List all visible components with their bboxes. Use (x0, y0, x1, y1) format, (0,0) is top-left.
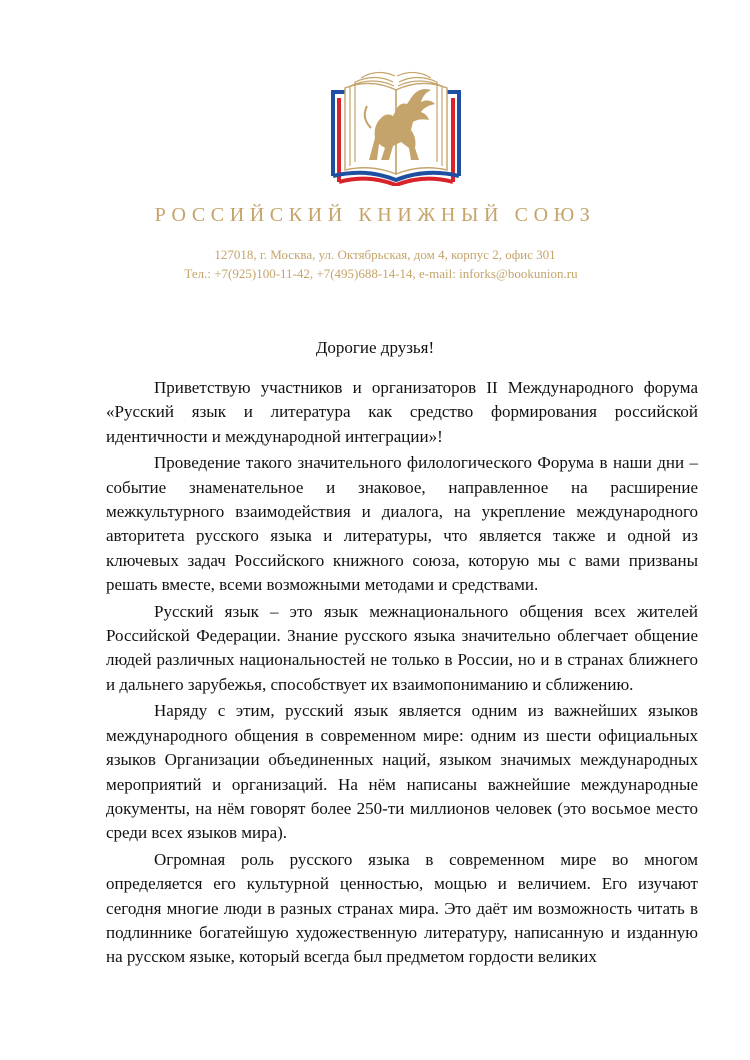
book-union-logo (331, 68, 461, 186)
paragraph: Русский язык – это язык межнационального общения всех жителей Российской Федерации. Знание русского языка значительно облегчает общение людей различных национальностей не только в России, но и в странах ближнего и дальнего зарубежья, способствует их взаимопониманию и сближению. (106, 601, 698, 694)
letter-body (106, 376, 698, 972)
organization-name: РОССИЙСКИЙ КНИЖНЫЙ СОЮЗ (154, 204, 596, 226)
paragraph: Приветствую участников и организаторов II Международного форума «Русский язык и литература как средство формирования российской идентичности и международной интеграции»! (106, 378, 698, 446)
paragraph: Огромная роль русского языка в современном мире во многом определяется его культурной ценностью, мощью и величием. Его изучают сегодня многие люди в разных странах мира. Это даёт им возможность читать в подлиннике богатейшую художественную литературу, написанную и изданную на русском языке, который всегда был предметом гордости великих (106, 849, 698, 967)
letter-greeting: Дорогие друзья! (315, 338, 435, 357)
organization-address: 127018, г. Москва, ул. Октябрьская, дом 4, корпус 2, офис 301 (214, 247, 556, 262)
paragraph: Наряду с этим, русский язык является одним из важнейших языков международного общения в современном мире: одним из шести официальных языков Организации объединенных наций, языком значимых международных мероприятий и организаций. На нём написаны важнейшие международные документы, на нём говорят более 250-ти миллионов человек (это восьмое место среди всех языков мира). (106, 701, 698, 843)
paragraph: Проведение такого значительного филологического Форума в наши дни – событие знаменательное и знаковое, направленное на расширение межкультурного взаимодействия и диалога, на укрепление международного авторитета русского языка и литературы, что является также и одной из ключевых задач Российского книжного союза, которую мы с вами призваны решать вместе, всеми возможными методами и средствами. (106, 453, 698, 595)
organization-contacts: Тел.: +7(925)100-11-42, +7(495)688-14-14, e-mail: inforks@bookunion.ru (184, 266, 578, 281)
